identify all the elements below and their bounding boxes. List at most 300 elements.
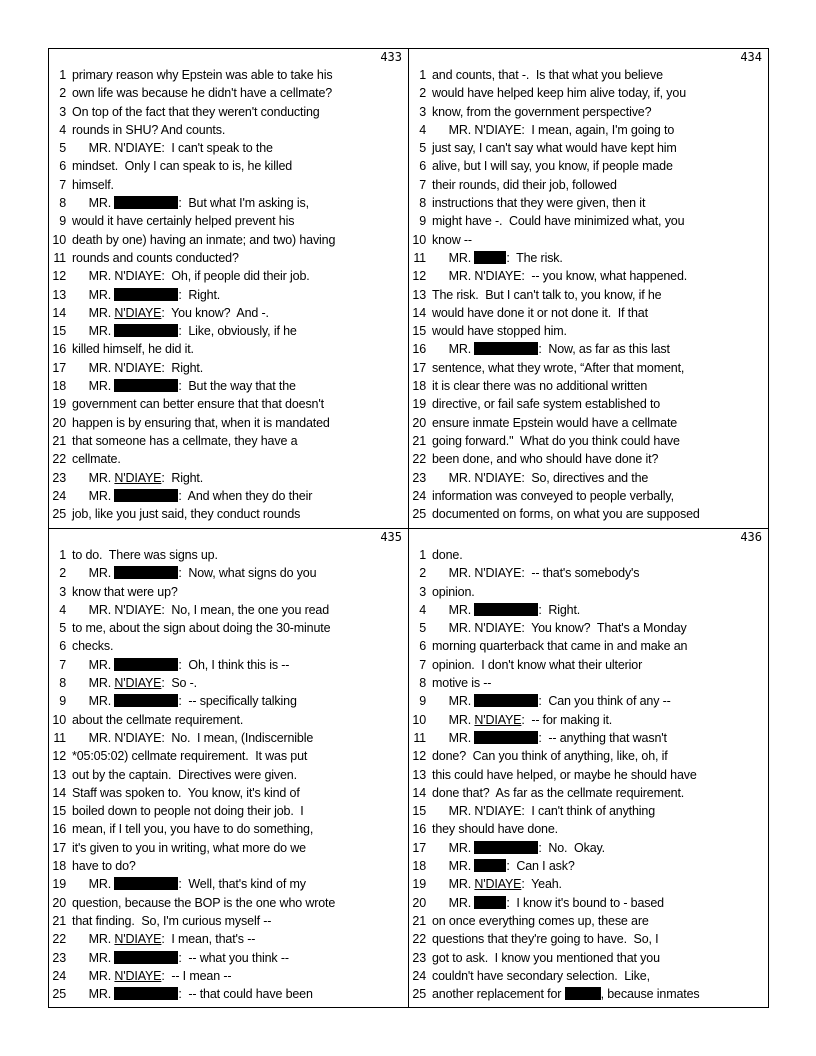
line-number: 22	[52, 452, 66, 467]
line-text	[72, 322, 297, 340]
redaction-block	[114, 489, 178, 502]
text-segment: know that were up?	[72, 584, 178, 599]
line-number: 15	[412, 324, 426, 339]
transcript-line	[409, 487, 768, 505]
line-text	[72, 674, 197, 692]
redaction-block	[114, 379, 178, 392]
text-segment: MR.	[432, 602, 475, 617]
line-number: 11	[413, 250, 426, 265]
transcript-line	[409, 469, 768, 487]
line-text	[72, 66, 332, 84]
transcript-line	[409, 432, 768, 450]
transcript-line	[409, 692, 768, 710]
line-text	[72, 450, 121, 468]
line-number: 19	[412, 877, 426, 892]
transcript-line	[409, 121, 768, 139]
line-text	[72, 121, 225, 139]
text-segment: MR.	[72, 488, 115, 503]
transcript-line	[49, 340, 408, 358]
line-number: 2	[419, 86, 426, 101]
text-segment: information was conveyed to people verbally,	[432, 488, 674, 503]
line-number: 3	[59, 104, 66, 119]
transcript-line	[409, 656, 768, 674]
transcript-page	[409, 529, 768, 1008]
text-segment: question, because the BOP is the one who wrote	[72, 895, 336, 910]
line-text	[72, 267, 310, 285]
line-text	[432, 967, 650, 985]
line-text	[432, 121, 674, 139]
transcript-line	[409, 949, 768, 967]
text-segment: it's given to you in writing, what more do we	[72, 840, 306, 855]
line-number: 15	[52, 324, 66, 339]
line-text	[72, 176, 114, 194]
transcript-line	[49, 839, 408, 857]
line-text	[432, 912, 649, 930]
transcript-line	[49, 121, 408, 139]
transcript-line	[409, 103, 768, 121]
line-number: 22	[412, 452, 426, 467]
text-segment: *05:05:02) cellmate requirement. It was put	[72, 749, 308, 764]
text-segment: mindset. Only I can speak to is, he killed	[72, 159, 293, 174]
line-number: 3	[59, 584, 66, 599]
transcript-line	[49, 802, 408, 820]
text-segment: got to ask. I know you mentioned that you	[432, 950, 660, 965]
line-text	[432, 949, 660, 967]
line-text	[72, 103, 320, 121]
redaction-block	[114, 658, 178, 671]
text-segment: MR.	[72, 379, 115, 394]
line-number: 6	[419, 639, 426, 654]
line-number: 13	[412, 287, 426, 302]
line-text	[72, 340, 194, 358]
line-text	[72, 583, 178, 601]
text-segment: : Oh, I think this is --	[178, 657, 290, 672]
line-number: 12	[52, 749, 66, 764]
text-segment: : You know? And -.	[161, 305, 269, 320]
text-segment: N'DIAYE	[114, 676, 162, 691]
line-text	[432, 894, 664, 912]
line-text	[72, 249, 239, 267]
text-segment: MR. N'DIAYE: -- you know, what happened.	[432, 269, 688, 284]
line-number: 17	[52, 840, 66, 855]
text-segment: own life was because he didn't have a cellmate?	[72, 86, 333, 101]
text-segment: rounds in SHU? And counts.	[72, 122, 226, 137]
line-text	[432, 267, 687, 285]
transcript-line	[409, 176, 768, 194]
text-segment: primary reason why Epstein was able to take his	[72, 68, 333, 82]
line-number: 25	[52, 987, 66, 1002]
text-segment: they should have done.	[432, 822, 558, 837]
text-segment: MR. N'DIAYE: Oh, if people did their job.	[72, 269, 310, 284]
line-number: 20	[52, 895, 66, 910]
line-text	[72, 84, 332, 102]
line-text	[432, 139, 677, 157]
transcript-line	[409, 766, 768, 784]
transcript-line	[49, 912, 408, 930]
transcript-line	[409, 340, 768, 358]
transcript-line	[49, 414, 408, 432]
text-segment: MR. N'DIAYE: No, I mean, the one you read	[72, 602, 330, 617]
transcript-line	[49, 377, 408, 395]
line-text	[72, 857, 136, 875]
text-segment: know --	[432, 232, 472, 247]
line-number: 14	[52, 785, 66, 800]
transcript-line	[409, 857, 768, 875]
text-segment: going forward." What do you think could have	[432, 433, 680, 448]
text-segment: that someone has a cellmate, they have a	[72, 433, 298, 448]
transcript-line	[409, 157, 768, 175]
line-text	[432, 377, 647, 395]
line-number: 23	[412, 470, 426, 485]
line-number: 8	[59, 676, 66, 691]
transcript-line	[409, 894, 768, 912]
line-number: 16	[52, 342, 66, 357]
transcript-line	[49, 103, 408, 121]
line-number: 15	[412, 804, 426, 819]
line-number: 7	[419, 177, 426, 192]
line-number: 9	[419, 694, 426, 709]
transcript-line	[49, 194, 408, 212]
line-number: 21	[52, 913, 66, 928]
line-text	[72, 729, 313, 747]
transcript-line	[49, 637, 408, 655]
text-segment: MR.	[432, 840, 475, 855]
text-segment: MR.	[432, 730, 475, 745]
transcript-line	[409, 747, 768, 765]
text-segment: opinion.	[432, 584, 475, 599]
text-segment: sentence, what they wrote, “After that moment,	[432, 360, 685, 375]
line-number: 18	[52, 379, 66, 394]
line-number: 11	[53, 250, 66, 265]
line-text	[72, 820, 313, 838]
text-segment: and counts, that -. Is that what you believe	[432, 68, 663, 82]
redaction-block	[474, 603, 538, 616]
text-segment: himself.	[72, 177, 114, 192]
line-number: 11	[413, 730, 426, 745]
line-number: 7	[59, 177, 66, 192]
line-text	[432, 729, 667, 747]
line-text	[432, 505, 700, 523]
line-number: 11	[53, 730, 66, 745]
line-number: 24	[412, 488, 426, 503]
text-segment: rounds and counts conducted?	[72, 250, 239, 265]
transcript-line	[49, 469, 408, 487]
line-number: 10	[52, 712, 66, 727]
transcript-line	[409, 249, 768, 267]
line-text	[432, 637, 687, 655]
line-number: 5	[59, 141, 66, 156]
text-segment: : -- that could have been	[178, 987, 313, 1002]
page-number: 436	[740, 530, 762, 544]
text-segment: might have -. Could have minimized what, you	[432, 214, 685, 229]
line-text	[72, 139, 273, 157]
line-text	[72, 967, 231, 985]
text-segment: would it have certainly helped prevent his	[72, 214, 295, 229]
text-segment: MR. N'DIAYE: I mean, again, I'm going to	[432, 122, 675, 137]
line-text	[432, 546, 463, 564]
text-segment: would have helped keep him alive today, if, you	[432, 86, 686, 101]
line-text	[432, 469, 648, 487]
text-segment: MR.	[72, 968, 115, 983]
line-number: 18	[52, 859, 66, 874]
line-number: 22	[412, 932, 426, 947]
text-segment: Staff was spoken to. You know, it's kind of	[72, 785, 300, 800]
transcript-line	[49, 784, 408, 802]
text-segment: : Well, that's kind of my	[178, 877, 306, 892]
line-number: 16	[412, 342, 426, 357]
text-segment: job, like you just said, they conduct rounds	[72, 507, 301, 522]
redaction-block	[114, 694, 178, 707]
text-segment: MR. N'DIAYE: You know? That's a Monday	[432, 621, 687, 636]
text-segment: to me, about the sign about doing the 30-minute	[72, 621, 331, 636]
text-segment: MR.	[72, 694, 115, 709]
line-number: 10	[412, 232, 426, 247]
text-segment: MR.	[72, 470, 115, 485]
text-segment: , because inmates	[600, 987, 700, 1002]
line-text	[432, 395, 660, 413]
transcript-line	[409, 930, 768, 948]
line-text	[432, 656, 642, 674]
line-text	[432, 487, 674, 505]
text-segment: would have done it or not done it. If that	[432, 305, 648, 320]
line-text	[432, 766, 697, 784]
line-text	[432, 875, 562, 893]
transcript-line	[409, 66, 768, 84]
line-number: 21	[52, 433, 66, 448]
transcript-line	[49, 766, 408, 784]
line-number: 10	[412, 712, 426, 727]
line-text	[72, 487, 312, 505]
text-segment: N'DIAYE	[474, 712, 522, 727]
line-number: 6	[59, 639, 66, 654]
redaction-block	[474, 694, 538, 707]
text-segment: The risk. But I can't talk to, you know, if he	[432, 287, 662, 302]
line-number: 4	[59, 122, 66, 137]
line-text	[72, 692, 297, 710]
text-segment: : -- what you think --	[178, 950, 289, 965]
line-number: 7	[419, 657, 426, 672]
transcript-line	[409, 711, 768, 729]
text-segment: MR.	[72, 305, 115, 320]
text-segment: MR.	[72, 932, 115, 947]
line-text	[432, 304, 648, 322]
transcript-line	[49, 212, 408, 230]
text-segment: happen is by ensuring that, when it is mandated	[72, 415, 330, 430]
text-segment: motive is --	[432, 676, 492, 691]
line-number: 9	[59, 694, 66, 709]
line-number: 17	[412, 840, 426, 855]
transcript-line	[49, 619, 408, 637]
line-text	[72, 359, 203, 377]
line-number: 4	[419, 602, 426, 617]
line-number: 24	[52, 968, 66, 983]
text-segment: MR. N'DIAYE: No. I mean, (Indiscernible	[72, 730, 314, 745]
transcript-line	[49, 894, 408, 912]
transcript-line	[409, 231, 768, 249]
transcript-line	[409, 139, 768, 157]
line-number: 7	[59, 657, 66, 672]
transcript-line	[49, 967, 408, 985]
line-number: 19	[52, 877, 66, 892]
transcript-line	[49, 875, 408, 893]
text-segment: : Can I ask?	[506, 859, 575, 874]
text-segment: opinion. I don't know what their ulterior	[432, 657, 643, 672]
transcript-line	[409, 637, 768, 655]
line-number: 19	[52, 397, 66, 412]
line-text	[72, 286, 220, 304]
transcript-line	[49, 601, 408, 619]
line-text	[72, 194, 309, 212]
line-number: 4	[59, 602, 66, 617]
transcript-line	[49, 711, 408, 729]
line-text	[72, 564, 316, 582]
line-number: 5	[419, 141, 426, 156]
transcript-line	[49, 487, 408, 505]
transcript-line	[49, 450, 408, 468]
line-text	[72, 505, 300, 523]
transcript-page	[49, 529, 408, 1008]
text-segment: MR. N'DIAYE: -- that's somebody's	[432, 566, 640, 581]
line-text	[72, 839, 306, 857]
line-number: 3	[419, 104, 426, 119]
text-segment: : I know it's bound to - based	[506, 895, 664, 910]
line-number: 22	[52, 932, 66, 947]
text-segment: : Can you think of any --	[538, 694, 671, 709]
line-text	[432, 802, 655, 820]
line-text	[72, 414, 330, 432]
line-text	[72, 766, 297, 784]
text-segment: alive, but I will say, you know, if people made	[432, 159, 673, 174]
transcript-line	[409, 505, 768, 523]
line-number: 14	[412, 305, 426, 320]
text-segment: have to do?	[72, 859, 136, 874]
text-segment: MR.	[432, 694, 475, 709]
line-text	[72, 304, 269, 322]
text-segment: cellmate.	[72, 452, 121, 467]
text-segment: : -- specifically talking	[178, 694, 297, 709]
text-segment: MR.	[72, 287, 115, 302]
line-number: 17	[52, 360, 66, 375]
line-number: 1	[59, 548, 66, 562]
line-text	[72, 875, 306, 893]
text-segment: about the cellmate requirement.	[72, 712, 244, 727]
redaction-block	[474, 731, 538, 744]
line-text	[432, 820, 558, 838]
transcript-line	[409, 967, 768, 985]
redaction-block	[114, 951, 178, 964]
text-segment: : But what I'm asking is,	[178, 196, 309, 211]
line-text	[72, 395, 324, 413]
text-segment: just say, I can't say what would have kept him	[432, 141, 677, 156]
text-segment: MR.	[432, 859, 475, 874]
transcript-line	[49, 692, 408, 710]
text-segment: another replacement for	[432, 987, 565, 1002]
transcript-line	[49, 564, 408, 582]
text-segment: MR.	[72, 950, 115, 965]
redaction-block	[474, 859, 506, 872]
transcript-lines	[409, 546, 768, 1003]
transcript-line	[409, 839, 768, 857]
line-number: 19	[412, 397, 426, 412]
redaction-block	[114, 324, 178, 337]
line-number: 21	[412, 433, 426, 448]
line-text	[432, 692, 671, 710]
line-number: 12	[52, 269, 66, 284]
text-segment: : No. Okay.	[538, 840, 605, 855]
line-text	[72, 231, 335, 249]
transcript-line	[409, 564, 768, 582]
text-segment: directive, or fail safe system established to	[432, 397, 661, 412]
text-segment: killed himself, he did it.	[72, 342, 194, 357]
transcript-line	[49, 176, 408, 194]
redaction-block	[114, 877, 178, 890]
text-segment: know, from the government perspective?	[432, 104, 652, 119]
text-segment: : Yeah.	[521, 877, 562, 892]
line-text	[72, 432, 297, 450]
transcript-line	[49, 583, 408, 601]
text-segment: out by the captain. Directives were given.	[72, 767, 297, 782]
text-segment: this could have helped, or maybe he should have	[432, 767, 697, 782]
line-number: 1	[419, 68, 426, 82]
line-text	[432, 450, 658, 468]
transcript-page	[409, 49, 768, 528]
transcript-line	[409, 820, 768, 838]
line-text	[72, 949, 289, 967]
transcript-grid	[48, 48, 769, 1008]
transcript-line	[49, 985, 408, 1003]
text-segment: MR.	[72, 987, 115, 1002]
text-segment: mean, if I tell you, you have to do something,	[72, 822, 314, 837]
text-segment: on once everything comes up, these are	[432, 913, 649, 928]
text-segment: instructions that they were given, then it	[432, 196, 646, 211]
line-number: 20	[412, 415, 426, 430]
line-text	[432, 583, 475, 601]
line-text	[432, 711, 612, 729]
line-text	[432, 619, 687, 637]
text-segment: couldn't have secondary selection. Like,	[432, 968, 650, 983]
transcript-line	[49, 304, 408, 322]
text-segment: : Like, obviously, if he	[178, 324, 297, 339]
transcript-line	[409, 875, 768, 893]
line-number: 5	[419, 621, 426, 636]
line-text	[432, 930, 659, 948]
redaction-block	[114, 288, 178, 301]
text-segment: : Right.	[178, 287, 221, 302]
text-segment: done? Can you think of anything, like, oh, if	[432, 749, 668, 764]
redaction-block	[114, 566, 178, 579]
line-text	[432, 784, 684, 802]
text-segment: N'DIAYE	[114, 305, 162, 320]
transcript-line	[49, 286, 408, 304]
line-text	[72, 619, 330, 637]
transcript-line	[409, 450, 768, 468]
text-segment: : -- anything that wasn't	[538, 730, 667, 745]
transcript-line	[409, 674, 768, 692]
redaction-block	[474, 841, 538, 854]
text-segment: : And when they do their	[178, 488, 313, 503]
line-text	[432, 674, 491, 692]
transcript-page	[49, 49, 408, 528]
line-number: 8	[59, 196, 66, 211]
line-number: 13	[52, 767, 66, 782]
transcript-lines	[49, 66, 408, 523]
line-number: 13	[412, 767, 426, 782]
text-segment: would have stopped him.	[432, 324, 567, 339]
text-segment: been done, and who should have done it?	[432, 452, 659, 467]
page-number: 433	[380, 50, 402, 64]
text-segment: done.	[432, 548, 463, 562]
text-segment: MR.	[432, 895, 475, 910]
